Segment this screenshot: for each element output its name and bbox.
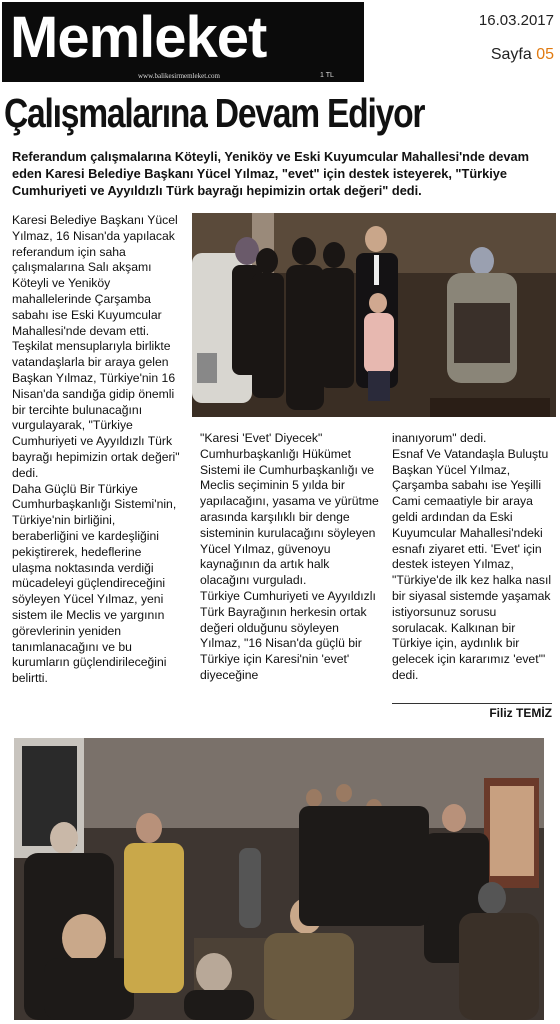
column-2 bbox=[200, 431, 380, 684]
paragraph: "Karesi 'Evet' Diyecek" Cumhurbaşkanlığı Hükümet Sistemi ile Cumhurbaşkanlığı ve Meclis seçiminin 5 yılda bir yapılacağını, yasama ve yürütme arasında karşılıklı bir denge sisteminin kurulacağını söyleyen Yücel Yılmaz, güvenoyu kaynağının da artık halk olacağını vurguladı. bbox=[200, 431, 379, 588]
photo-illustration bbox=[192, 213, 556, 417]
page-number-value: 05 bbox=[536, 46, 554, 63]
author-byline: Filiz TEMİZ bbox=[392, 703, 552, 720]
paragraph: inanıyorum" dedi. bbox=[392, 431, 487, 445]
newspaper-logo: Memleket bbox=[10, 5, 267, 70]
page-label: Sayfa bbox=[490, 46, 532, 63]
paragraph: Başkan Yücel Yılmaz, Çarşamba sabahı ise Yeşilli Cami cemaatiyle bir araya geldi ardından da Eski Kuyumcular Mahallesi'ndeki esnafı ziyaret etti. 'Evet' için destek isteyen Yılmaz, "Türkiye'de ilk kez halka nasıl bir siyasal sistemde yaşamak istiyorsunuz sorusu sorulacak. Kalkınan bir Türkiye için, aydınlık bir gelecek için kararımız 'evet'" dedi. bbox=[392, 462, 552, 682]
column-3 bbox=[392, 431, 552, 684]
column-1 bbox=[12, 213, 184, 687]
article-lead: Referandum çalışmalarına Köteyli, Yeniköy ve Eski Kuyumcular Mahallesi'nde devam eden Karesi Belediye Başkanı Yücel Yılmaz, "evet" için destek isteyerek, "Türkiye Cumhuriyeti ve Ayyıldızlı Türk bayrağı hepimizin ortak değeri" dedi. bbox=[12, 149, 530, 198]
masthead bbox=[2, 2, 364, 82]
price-label: 1 TL bbox=[320, 72, 334, 79]
paragraph: Daha Güçlü Bir Türkiye Cumhurbaşkanlığı Sistemi'nin, Türkiye'nin birliğini, beraberliğini ve kardeşliğini pekiştirerek, hedeflerine ulaşma noktasında verdiği mücadeleyi güçlendireceğini söyleyen Yücel Yılmaz, yeni sistem ile Meclis ve yargının görevlerinin yeniden tanımlanacağını ve bu kurumların güçlendirileceğini belirtti. bbox=[12, 481, 177, 686]
article-headline: Çalışmalarına Devam Ediyor bbox=[4, 90, 425, 136]
paragraph: Türkiye Cumhuriyeti ve Ayyıldızlı Türk Bayrağının herkesin ortak değeri olduğunu söyleyen Yılmaz, "16 Nisan'da güçlü bir Türkiye için Karesi'nin 'evet' diyeceğine bbox=[200, 588, 376, 682]
photo-illustration bbox=[14, 738, 544, 1020]
paragraph: Karesi Belediye Başkanı Yücel Yılmaz, 16 Nisan'da yapılacak referandum için saha çalışmalarına Salı akşamı Köteyli ve Yeniköy mahallelerinde Çarşamba sabahı ise Eski Kuyumcular Mahallesi'nde devam etti. Teşkilat mensuplarıyla birlikte vatandaşlarla bir araya gelen Başkan Yılmaz, Türkiye'nin 16 Nisan'da sandığa gidip önemli bir tercihte bulunacağını vurgulayarak, "Türkiye Cumhuriyeti ve Ayyıldızlı Türk bayrağı hepimizin ortak değeri" dedi. bbox=[12, 213, 180, 480]
website-url: www.balikesirmemleket.com bbox=[138, 72, 220, 80]
photo-coffeehouse-meeting bbox=[14, 738, 544, 1020]
issue-date: 16.03.2017 bbox=[478, 12, 554, 29]
subheading: Esnaf Ve Vatandaşla Buluştu bbox=[392, 446, 549, 461]
page-number bbox=[491, 46, 554, 64]
photo-mayor-with-residents bbox=[192, 213, 556, 417]
